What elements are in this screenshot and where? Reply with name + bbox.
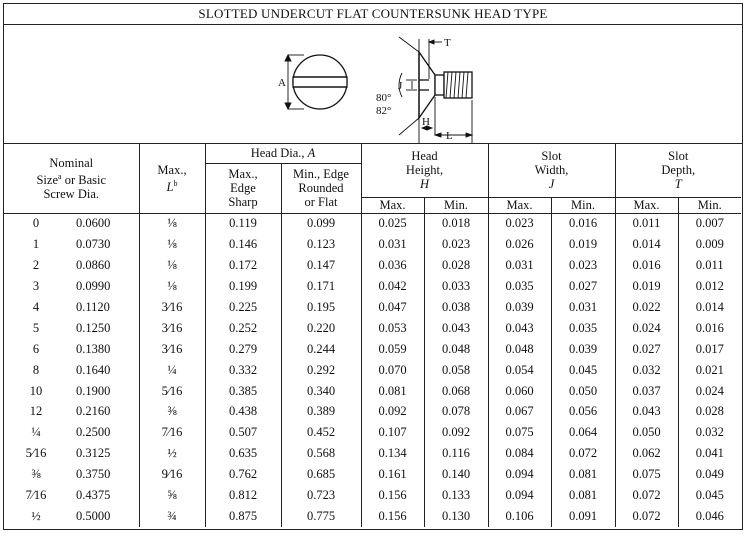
header-h-min: Min.: [424, 197, 488, 213]
cell-head-height-max: 0.081: [361, 381, 424, 402]
cell-head-dia-max: 0.507: [205, 422, 281, 443]
label-l: L: [446, 130, 453, 142]
cell-slot-width-max: 0.035: [488, 276, 551, 297]
cell-slot-width-max: 0.023: [488, 213, 551, 234]
table-row: [4, 213, 741, 234]
cell-head-dia-min: 0.123: [281, 234, 361, 255]
cell-head-height-max: 0.092: [361, 402, 424, 423]
header-nominal-size: Nominal Size$^a$ or Basic Screw Dia.: [4, 144, 139, 213]
cell-slot-depth-min: 0.012: [678, 276, 741, 297]
cell-slot-width-max: 0.054: [488, 360, 551, 381]
cell-head-dia-min: 0.099: [281, 213, 361, 234]
cell-slot-width-min: 0.072: [551, 443, 615, 464]
cell-slot-width-min: 0.064: [551, 422, 615, 443]
cell-slot-depth-min: 0.045: [678, 485, 741, 506]
table-row: [4, 297, 741, 318]
cell-head-dia-max: 0.875: [205, 506, 281, 527]
cell-head-height-max: 0.042: [361, 276, 424, 297]
cell-slot-width-min: 0.056: [551, 402, 615, 423]
cell-nominal-size: 6: [32, 341, 40, 356]
table-row: [4, 339, 741, 360]
cell-slot-depth-max: 0.011: [615, 213, 678, 234]
table-row: [4, 485, 741, 506]
cell-slot-depth-min: 0.032: [678, 422, 741, 443]
header-slot-depth: Slot Depth, T: [615, 144, 741, 197]
dimension-j: [406, 80, 417, 90]
cell-head-height-min: 0.092: [424, 422, 488, 443]
cell-basic-dia: 0.1640: [76, 362, 111, 377]
head-side-view: [419, 52, 472, 118]
table-row: [4, 443, 741, 464]
cell-slot-depth-min: 0.021: [678, 360, 741, 381]
cell-slot-width-max: 0.043: [488, 318, 551, 339]
cell-head-dia-min: 0.340: [281, 381, 361, 402]
cell-slot-width-max: 0.075: [488, 422, 551, 443]
spec-table-frame: [3, 3, 743, 530]
cell-slot-depth-max: 0.072: [615, 506, 678, 527]
cell-basic-dia: 0.1380: [76, 341, 111, 356]
cell-max-length: ⅜: [139, 402, 205, 423]
cell-max-length: ¼: [139, 360, 205, 381]
cell-nominal-size: 12: [29, 404, 43, 419]
cell-head-dia-min: 0.220: [281, 318, 361, 339]
cell-slot-width-max: 0.048: [488, 339, 551, 360]
cell-slot-width-min: 0.016: [551, 213, 615, 234]
cell-head-height-max: 0.025: [361, 213, 424, 234]
cell-head-height-min: 0.133: [424, 485, 488, 506]
cell-basic-dia: 0.3750: [76, 467, 111, 482]
cell-head-dia-min: 0.568: [281, 443, 361, 464]
cell-slot-width-min: 0.039: [551, 339, 615, 360]
cell-max-length: ⅛: [139, 234, 205, 255]
cell-basic-dia: 0.2500: [76, 425, 111, 440]
cell-head-height-max: 0.107: [361, 422, 424, 443]
label-h: H: [422, 116, 430, 128]
cell-basic-dia: 0.0860: [76, 258, 111, 273]
cell-nominal-size: ⅜: [31, 467, 41, 482]
cell-slot-width-max: 0.094: [488, 464, 551, 485]
cell-nominal-size: 5: [32, 320, 40, 335]
cell-slot-depth-max: 0.050: [615, 422, 678, 443]
header-slot-width: Slot Width, J: [488, 144, 615, 197]
cell-head-dia-min: 0.452: [281, 422, 361, 443]
cell-slot-depth-max: 0.024: [615, 318, 678, 339]
cell-slot-depth-min: 0.046: [678, 506, 741, 527]
cell-head-height-min: 0.058: [424, 360, 488, 381]
dimensions-table: [4, 144, 741, 527]
cell-slot-width-min: 0.091: [551, 506, 615, 527]
cell-head-dia-max: 0.332: [205, 360, 281, 381]
cell-basic-dia: 0.1250: [76, 320, 111, 335]
cell-slot-width-max: 0.031: [488, 255, 551, 276]
cell-head-dia-min: 0.171: [281, 276, 361, 297]
cell-head-dia-min: 0.775: [281, 506, 361, 527]
cell-slot-depth-min: 0.028: [678, 402, 741, 423]
cell-slot-width-min: 0.081: [551, 485, 615, 506]
cell-nominal-size: 4: [32, 300, 40, 314]
cell-head-dia-max: 0.172: [205, 255, 281, 276]
table-row: [4, 318, 741, 339]
cell-basic-dia: 0.1120: [76, 300, 110, 314]
table-body: [4, 213, 741, 527]
cell-basic-dia: 0.5000: [76, 508, 111, 523]
cell-slot-width-min: 0.027: [551, 276, 615, 297]
screw-diagram: [4, 25, 741, 143]
cell-head-height-max: 0.036: [361, 255, 424, 276]
cell-slot-depth-max: 0.027: [615, 339, 678, 360]
cell-basic-dia: 0.4375: [76, 488, 111, 503]
cell-head-dia-min: 0.723: [281, 485, 361, 506]
cell-max-length: ⅛: [139, 255, 205, 276]
header-max-length: Max., $L^b$: [139, 144, 205, 213]
cell-slot-depth-min: 0.024: [678, 381, 741, 402]
header-head-dia: Head Dia., A: [205, 144, 361, 163]
cell-slot-depth-min: 0.011: [678, 255, 741, 276]
cell-nominal-size: 1: [32, 237, 40, 252]
cell-slot-depth-max: 0.016: [615, 255, 678, 276]
table-row: [4, 422, 741, 443]
cell-nominal-size: 3: [32, 279, 40, 294]
cell-slot-depth-min: 0.007: [678, 213, 741, 234]
cell-max-length: 3⁄16: [139, 339, 205, 360]
cell-head-dia-min: 0.195: [281, 297, 361, 318]
cell-nominal-size: ½: [31, 508, 41, 523]
cell-basic-dia: 0.2160: [76, 404, 111, 419]
cell-head-height-min: 0.140: [424, 464, 488, 485]
label-t: T: [444, 37, 451, 49]
cell-slot-depth-max: 0.043: [615, 402, 678, 423]
cell-nominal-size: 0: [32, 216, 40, 231]
cell-head-height-max: 0.134: [361, 443, 424, 464]
cell-head-height-min: 0.078: [424, 402, 488, 423]
table-row: [4, 402, 741, 423]
table-row: [4, 234, 741, 255]
cell-max-length: 3⁄16: [139, 318, 205, 339]
cell-head-height-min: 0.033: [424, 276, 488, 297]
cell-head-height-max: 0.053: [361, 318, 424, 339]
cell-slot-width-min: 0.035: [551, 318, 615, 339]
cell-head-height-max: 0.156: [361, 506, 424, 527]
cell-slot-depth-min: 0.014: [678, 297, 741, 318]
header-j-max: Max.: [488, 197, 551, 213]
cell-max-length: 3⁄16: [139, 297, 205, 318]
cell-slot-width-max: 0.067: [488, 402, 551, 423]
head-top-view: [293, 55, 347, 109]
cell-head-dia-max: 0.635: [205, 443, 281, 464]
cell-max-length: ¾: [139, 506, 205, 527]
header-head-height: Head Height, H: [361, 144, 488, 197]
cell-slot-width-min: 0.023: [551, 255, 615, 276]
cell-slot-width-min: 0.045: [551, 360, 615, 381]
cell-nominal-size: 8: [32, 362, 40, 377]
cell-basic-dia: 0.0730: [76, 237, 111, 252]
cell-max-length: ½: [139, 443, 205, 464]
cell-head-dia-max: 0.146: [205, 234, 281, 255]
screw-drawing: [4, 25, 742, 144]
cell-head-dia-min: 0.147: [281, 255, 361, 276]
cell-slot-width-min: 0.019: [551, 234, 615, 255]
header-h-max: Max.: [361, 197, 424, 213]
cell-head-height-min: 0.043: [424, 318, 488, 339]
cell-basic-dia: 0.0600: [76, 216, 111, 231]
cell-slot-width-max: 0.060: [488, 381, 551, 402]
cell-basic-dia: 0.3125: [76, 446, 111, 461]
cell-head-dia-max: 0.119: [205, 213, 281, 234]
cell-head-dia-max: 0.279: [205, 339, 281, 360]
cell-head-dia-max: 0.199: [205, 276, 281, 297]
cell-head-height-min: 0.130: [424, 506, 488, 527]
cell-head-height-max: 0.161: [361, 464, 424, 485]
header-edge-rounded: Min., Edge Rounded or Flat: [281, 163, 361, 213]
cell-nominal-size: 7⁄16: [25, 488, 47, 503]
cell-head-height-min: 0.038: [424, 297, 488, 318]
table-row: [4, 506, 741, 527]
cell-head-height-min: 0.023: [424, 234, 488, 255]
cell-slot-width-min: 0.050: [551, 381, 615, 402]
cell-slot-depth-min: 0.009: [678, 234, 741, 255]
cell-head-height-min: 0.068: [424, 381, 488, 402]
cell-head-dia-max: 0.385: [205, 381, 281, 402]
cell-slot-width-min: 0.031: [551, 297, 615, 318]
table-title: SLOTTED UNDERCUT FLAT COUNTERSUNK HEAD TYPE: [4, 4, 742, 25]
cell-slot-depth-max: 0.037: [615, 381, 678, 402]
cell-head-height-max: 0.156: [361, 485, 424, 506]
cell-max-length: ⅛: [139, 213, 205, 234]
cell-slot-depth-min: 0.049: [678, 464, 741, 485]
cell-head-height-min: 0.116: [424, 443, 488, 464]
cell-slot-width-min: 0.081: [551, 464, 615, 485]
cell-slot-width-max: 0.039: [488, 297, 551, 318]
cell-max-length: ⅝: [139, 485, 205, 506]
cell-slot-depth-max: 0.075: [615, 464, 678, 485]
label-a: A: [278, 77, 286, 89]
header-j-min: Min.: [551, 197, 615, 213]
cell-head-height-max: 0.047: [361, 297, 424, 318]
header-t-min: Min.: [678, 197, 741, 213]
cell-head-dia-min: 0.389: [281, 402, 361, 423]
cell-nominal-size: 10: [29, 383, 43, 398]
cell-head-dia-min: 0.685: [281, 464, 361, 485]
cell-head-dia-max: 0.438: [205, 402, 281, 423]
label-j: J: [398, 80, 403, 92]
cell-slot-width-max: 0.026: [488, 234, 551, 255]
header-edge-sharp: Max., Edge Sharp: [205, 163, 281, 213]
cell-head-dia-max: 0.762: [205, 464, 281, 485]
table-row: [4, 255, 741, 276]
cell-head-height-min: 0.028: [424, 255, 488, 276]
table-row: [4, 360, 741, 381]
cell-slot-width-max: 0.106: [488, 506, 551, 527]
cell-max-length: 5⁄16: [139, 381, 205, 402]
table-row: [4, 276, 741, 297]
cell-head-dia-max: 0.252: [205, 318, 281, 339]
cell-head-dia-max: 0.225: [205, 297, 281, 318]
cell-basic-dia: 0.0990: [76, 279, 111, 294]
cell-head-height-max: 0.059: [361, 339, 424, 360]
cell-head-height-min: 0.018: [424, 213, 488, 234]
label-angle-max: 80°: [376, 92, 392, 104]
cell-slot-depth-max: 0.022: [615, 297, 678, 318]
cell-slot-depth-min: 0.017: [678, 339, 741, 360]
table-row: [4, 464, 741, 485]
cell-slot-depth-max: 0.019: [615, 276, 678, 297]
table-row: [4, 381, 741, 402]
cell-slot-depth-max: 0.014: [615, 234, 678, 255]
cell-slot-depth-max: 0.072: [615, 485, 678, 506]
cell-head-dia-max: 0.812: [205, 485, 281, 506]
cell-slot-width-max: 0.094: [488, 485, 551, 506]
cell-head-height-min: 0.048: [424, 339, 488, 360]
cell-slot-depth-max: 0.032: [615, 360, 678, 381]
cell-head-dia-min: 0.292: [281, 360, 361, 381]
cell-slot-width-max: 0.084: [488, 443, 551, 464]
cell-slot-depth-min: 0.041: [678, 443, 741, 464]
cell-head-height-max: 0.070: [361, 360, 424, 381]
cell-max-length: 7⁄16: [139, 422, 205, 443]
cell-head-dia-min: 0.244: [281, 339, 361, 360]
cell-nominal-size: 2: [32, 258, 40, 273]
cell-nominal-size: 5⁄16: [25, 446, 47, 461]
cell-max-length: 9⁄16: [139, 464, 205, 485]
header-t-max: Max.: [615, 197, 678, 213]
cell-head-height-max: 0.031: [361, 234, 424, 255]
cell-max-length: ⅛: [139, 276, 205, 297]
cell-nominal-size: ¼: [31, 425, 41, 440]
cell-slot-depth-min: 0.016: [678, 318, 741, 339]
cell-basic-dia: 0.1900: [76, 383, 111, 398]
cell-slot-depth-max: 0.062: [615, 443, 678, 464]
label-angle-min: 82°: [376, 105, 392, 117]
